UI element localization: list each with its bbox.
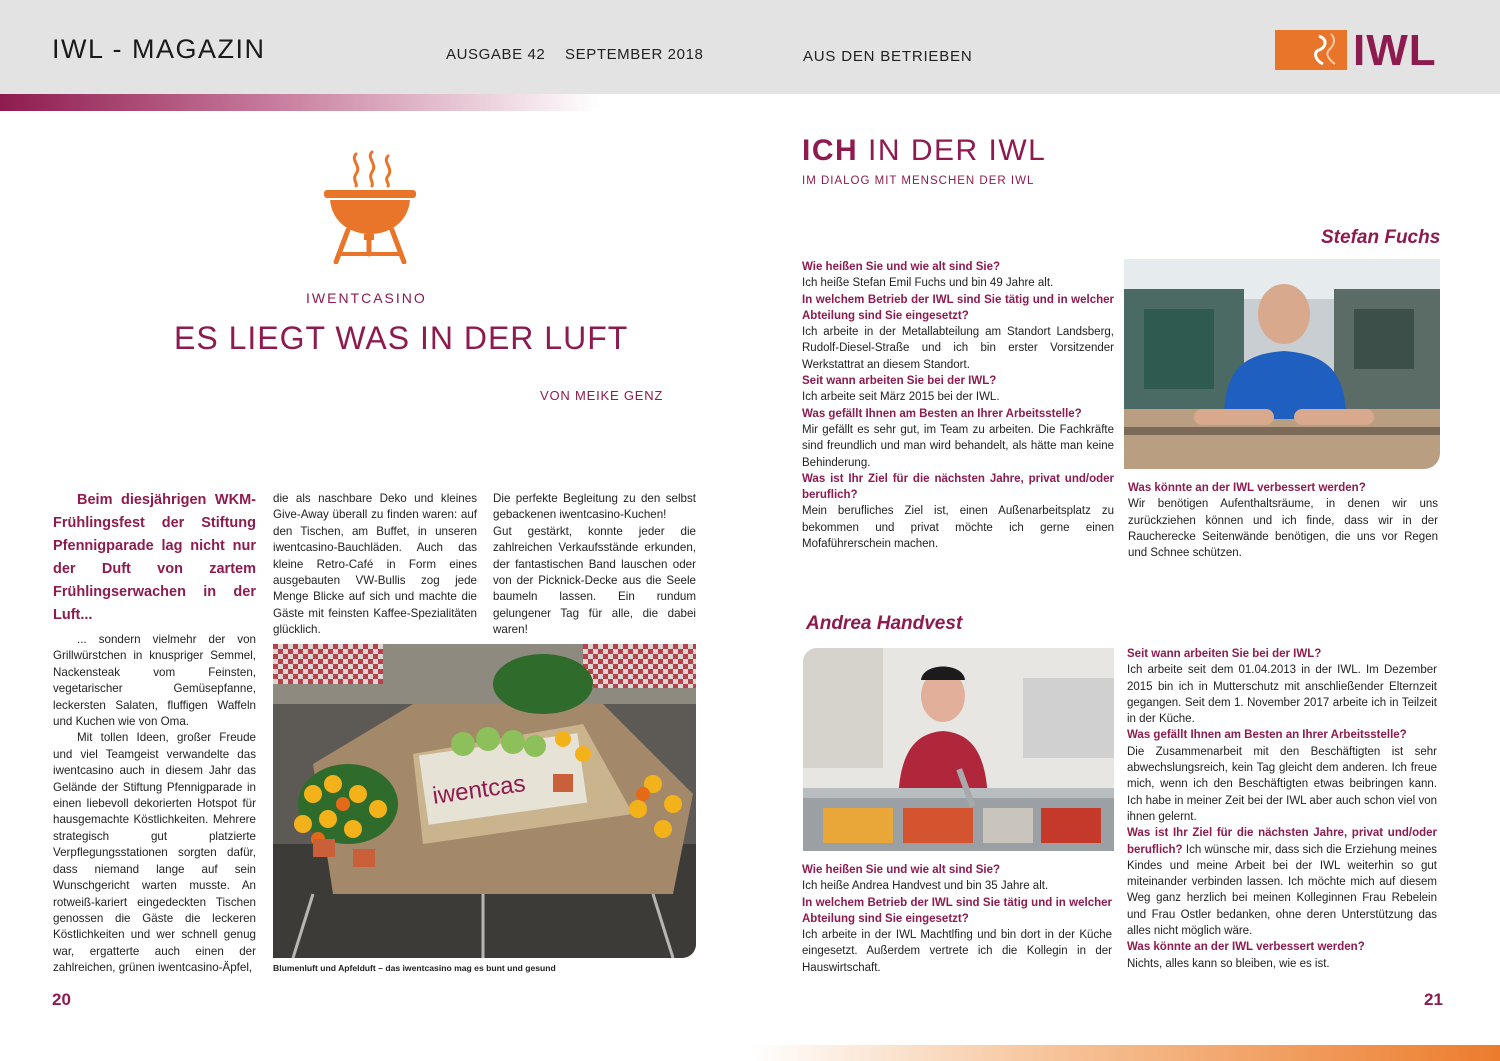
photo-sign-text: iwentcas: [430, 770, 528, 810]
interview-title: [802, 134, 1046, 168]
article-column-3: [493, 491, 696, 639]
answer: Die Zusammenarbeit mit den Beschäftigten ist sehr abwechslungsreich, kein Tag gleicht dem anderen. Ich freue mich, wenn ich den Beschäftigten etwas beibringen kann. Ich habe in meiner Zeit bei der IWL aber auch schon viel von ihnen gelernt.: [1127, 745, 1437, 823]
question: In welchem Betrieb der IWL sind Sie tätig und in welcher Abteilung sind Sie eingesetzt?: [802, 293, 1114, 322]
answer: Ich heiße Andrea Handvest und bin 35 Jahre alt.: [802, 880, 1049, 893]
interviewee-name: Andrea Handvest: [806, 613, 963, 634]
answer: Ich arbeite seit dem 01.04.2013 in der IWL. Im Dezember 2015 bin ich in Mutterschutz mit anschließender Elternzeit gegangen. Seit dem 1. November 2017 arbeite ich in Teilzeit in der Küche.: [1127, 664, 1437, 726]
question: Seit wann arbeiten Sie bei der IWL?: [802, 375, 997, 388]
paragraph: Die perfekte Begleitung zu den selbst gebackenen iwentcasino-Kuchen!: [493, 492, 696, 522]
title-rest: IN DER IWL: [858, 134, 1047, 167]
title-bold: ICH: [802, 134, 859, 167]
question: In welchem Betrieb der IWL sind Sie tätig und in welcher Abteilung sind Sie eingesetzt?: [802, 896, 1112, 925]
answer: Ich wünsche mir, dass sich die Erziehung meines Kindes und meine Arbeit bei der IWL weiterhin so gut miteinander verbinden lassen. Ich möchte mich auf diesem Weg ganz herzlich bei meinen Kolleginnen Frau Rebelein und Frau Ostler bedanken, ohne deren Unterstützung das alles nicht möglich wäre.: [1127, 843, 1437, 938]
interview-qa-block: [802, 862, 1112, 976]
answer: Ich arbeite in der IWL Machtlfing und bin dort in der Küche eingesetzt. Außerdem vertrete ich die Kollegin in der Hauswirtschaft.: [802, 929, 1112, 974]
article-headline: ES LIEGT WAS IN DER LUFT: [174, 320, 629, 356]
question: Was gefällt Ihnen am Besten an Ihrer Arbeitsstelle?: [1127, 729, 1407, 742]
magazine-title: IWL - MAGAZIN: [52, 34, 266, 64]
article-lead: Beim diesjährigen WKM-Frühlingsfest der Stiftung Pfennigparade lag nicht nur der Duft von zartem Frühlingserwachen in der Luft...: [53, 492, 256, 623]
iwl-logo: [1275, 26, 1447, 75]
inline-qa: [1127, 825, 1437, 939]
photo-iwentcasino-table: [273, 644, 696, 958]
answer: Wir benötigen Aufenthaltsräume, in denen wir uns zurückziehen können und ich finde, dass wir in der Raucherecke Seitenwände benötigen, die uns vor Regen und Schnee schützen.: [1128, 498, 1438, 560]
answer: Ich arbeite in der Metallabteilung am Standort Landsberg, Rudolf-Diesel-Straße und ich bin erster Vorsitzender Werkstattrat an diesem Standort.: [802, 326, 1114, 371]
answer: Mir gefällt es sehr gut, im Team zu arbeiten. Die Fachkräfte sind freundlich und man wird behandelt, als hätte man keine Behinderung.: [802, 423, 1114, 469]
paragraph: Gut gestärkt, konnte jeder die zahlreichen Verkaufsstände erkunden, der fantastischen Band lauschen oder von der Picknick-Decke aus die Seele baumeln lassen. Ein rundum gelungener Tag für alle, die dabei waren!: [493, 524, 696, 637]
question: Wie heißen Sie und wie alt sind Sie?: [802, 261, 1000, 273]
article-column-2: [273, 491, 477, 639]
paragraph: die als naschbare Deko und kleines Give-Away überall zu finden waren: auf den Tischen, am Buffet, in unseren iwentcasino-Bauchläden. Auch das kleine Retro-Café in Form eines ausgebauten VW-Bullis zog jede Menge Blicke auf sich und machte die Gäste mit feinsten Kaffee-Spezialitäten glücklich.: [273, 492, 477, 637]
logo-mark-icon: [1275, 30, 1347, 70]
decorative-gradient-bar-bottom: [750, 1045, 1500, 1061]
article-kicker: IWENTCASINO: [306, 290, 427, 306]
grill-icon: [318, 150, 422, 264]
page-number-right: 21: [1424, 990, 1443, 1009]
logo-text: IWL: [1353, 26, 1437, 75]
issue-number: AUSGABE 42: [446, 46, 546, 63]
question: Wie heißen Sie und wie alt sind Sie?: [802, 864, 1000, 876]
decorative-gradient-bar: [0, 94, 600, 111]
photo-stefan-fuchs: [1124, 259, 1440, 469]
answer: Mein berufliches Ziel ist, einen Außenarbeitsplatz zu bekommen und privat möchte ich gerne einen Mofaführerschein machen.: [802, 505, 1114, 551]
interview-qa-block: [1128, 480, 1438, 561]
answer: Nichts, alles kann so bleiben, wie es ist.: [1127, 957, 1330, 970]
section-label: AUS DEN BETRIEBEN: [803, 48, 973, 65]
answer: Ich arbeite seit März 2015 bei der IWL.: [802, 391, 1000, 404]
paragraph: ... sondern vielmehr der von Grillwürstchen in knuspriger Semmel, Nackensteak vom Feinsten, vegetarischer Gemüsepfanne, leckersten Salaten, fluffigen Waffeln und Kuchen wie von Oma.: [53, 633, 256, 729]
article-byline: VON MEIKE GENZ: [540, 388, 664, 403]
issue-date: SEPTEMBER 2018: [565, 46, 704, 63]
question: Was ist Ihr Ziel für die nächsten Jahre, privat und/oder beruflich?: [1127, 827, 1437, 856]
question: Was gefällt Ihnen am Besten an Ihrer Arbeitsstelle?: [802, 407, 1082, 420]
interview-qa-block: [1127, 646, 1437, 972]
answer: Ich heiße Stefan Emil Fuchs und bin 49 Jahre alt.: [802, 277, 1054, 290]
paragraph: Mit tollen Ideen, großer Freude und viel Teamgeist verwandelte das iwentcasino auch in diesem Jahr das Gelände der Stiftung Pfennigparade in einen liebevoll dekorierten Hotspot für hausgemachte Köstlichkeiten. Mehrere strategisch gut platzierte Verpflegungsstationen sorgten dafür, dass niemand lange auf sein Wunschgericht warten musste. An rotweiß-kariert eingedeckten Tischen genossen die Gäste die leckeren Köstlichkeiten und wer schnell genug war, ergatterte auch einen der zahlreichen, grünen iwentcasino-Äpfel,: [53, 731, 256, 975]
page-header: [0, 0, 1500, 94]
photo-caption: Blumenluft und Apfelduft – das iwentcasino mag es bunt und gesund: [273, 963, 556, 973]
question: Was könnte an der IWL verbessert werden?: [1128, 482, 1366, 494]
article-column-1: [53, 632, 256, 977]
interview-subtitle: IM DIALOG MIT MENSCHEN DER IWL: [802, 175, 1035, 187]
question: Was ist Ihr Ziel für die nächsten Jahre, privat und/oder beruflich?: [802, 472, 1114, 502]
interview-qa-block: [802, 259, 1114, 552]
page-number-left: 20: [52, 990, 71, 1009]
question: Seit wann arbeiten Sie bei der IWL?: [1127, 648, 1322, 660]
interviewee-name: Stefan Fuchs: [1321, 227, 1441, 248]
question: Was könnte an der IWL verbessert werden?: [1127, 941, 1365, 954]
photo-andrea-handvest: [803, 648, 1114, 851]
